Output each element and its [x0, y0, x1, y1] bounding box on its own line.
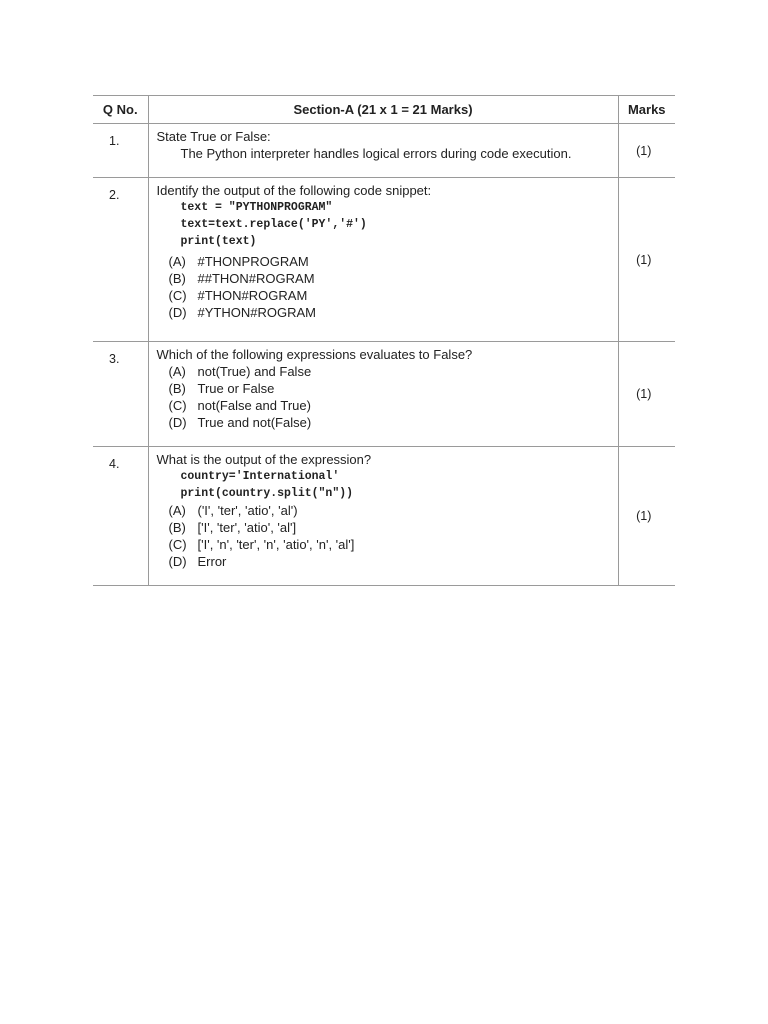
code-line: print(text) [180, 235, 257, 248]
option-d [157, 304, 612, 321]
option-label: (A) [168, 503, 186, 518]
question-row-1 [93, 124, 675, 178]
option-text: #THONPROGRAM [197, 254, 309, 269]
question-number: 1. [93, 124, 148, 178]
option-label: (C) [168, 288, 187, 303]
question-body [148, 447, 618, 586]
code-line: print(country.split("n")) [180, 487, 354, 500]
option-label: (C) [168, 537, 187, 552]
question-stem: Identify the output of the following code snippet: [156, 183, 432, 198]
code-line: text = "PYTHONPROGRAM" [180, 201, 333, 214]
option-text: not(True) and False [197, 364, 312, 379]
option-label: (B) [168, 520, 186, 535]
option-text: ['I', 'n', 'ter', 'n', 'atio', 'n', 'al'] [197, 537, 355, 552]
option-label: (B) [168, 381, 186, 396]
option-label: (C) [168, 398, 187, 413]
question-row-4 [93, 447, 675, 586]
question-marks: (1) [618, 124, 675, 178]
question-marks: (1) [618, 342, 675, 447]
option-text: True and not(False) [197, 415, 312, 430]
option-a [157, 502, 612, 519]
option-label: (A) [168, 364, 186, 379]
option-label: (D) [168, 554, 187, 569]
question-stem: State True or False: [156, 129, 271, 144]
questions-table [93, 95, 675, 586]
question-body [148, 124, 618, 178]
question-number: 2. [93, 178, 148, 342]
option-label: (D) [168, 305, 187, 320]
option-label: (A) [168, 254, 186, 269]
question-marks: (1) [618, 178, 675, 342]
option-text: not(False and True) [197, 398, 311, 413]
question-statement: The Python interpreter handles logical errors during code execution. [180, 146, 572, 161]
question-number: 4. [93, 447, 148, 586]
option-c [157, 536, 612, 553]
option-label: (B) [168, 271, 186, 286]
option-a [157, 363, 612, 380]
option-c [157, 397, 612, 414]
question-stem: Which of the following expressions evaluates to False? [156, 347, 473, 362]
option-b [157, 270, 612, 287]
code-line: text=text.replace('PY','#') [180, 218, 367, 231]
option-b [157, 380, 612, 397]
option-text: ('I', 'ter', 'atio', 'al') [197, 503, 298, 518]
option-text: ##THON#ROGRAM [197, 271, 315, 286]
option-text: Error [197, 554, 227, 569]
option-a [157, 253, 612, 270]
option-text: True or False [197, 381, 275, 396]
question-paper [93, 95, 675, 569]
question-body [148, 178, 618, 342]
qno-header: Q No. [93, 96, 148, 124]
question-number: 3. [93, 342, 148, 447]
option-d [157, 553, 612, 570]
question-stem: What is the output of the expression? [156, 452, 372, 467]
option-c [157, 287, 612, 304]
option-label: (D) [168, 415, 187, 430]
table-header-row [93, 96, 675, 124]
option-b [157, 519, 612, 536]
marks-header: Marks [618, 96, 675, 124]
question-body [148, 342, 618, 447]
option-d [157, 414, 612, 431]
code-line: country='International' [180, 470, 340, 483]
question-marks: (1) [618, 447, 675, 586]
question-row-3 [93, 342, 675, 447]
option-text: ['I', 'ter', 'atio', 'al'] [197, 520, 297, 535]
option-text: #THON#ROGRAM [197, 288, 308, 303]
option-text: #YTHON#ROGRAM [197, 305, 316, 320]
question-row-2 [93, 178, 675, 342]
section-header: Section-A (21 x 1 = 21 Marks) [148, 96, 618, 124]
